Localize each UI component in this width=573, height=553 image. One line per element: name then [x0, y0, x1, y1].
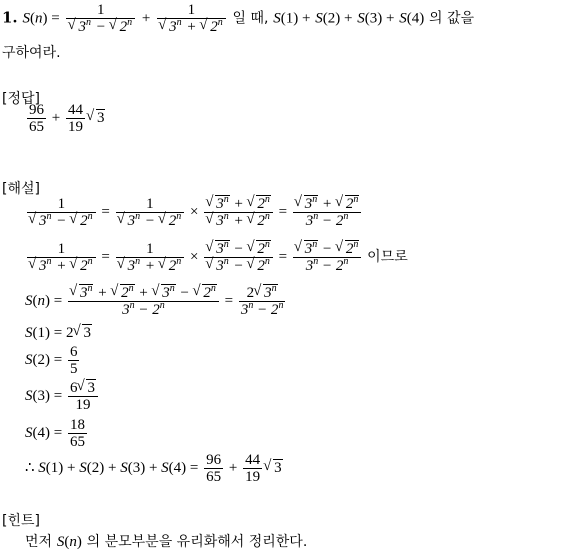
solution-conclusion: ∴ S(1) + S(2) + S(3) + S(4) = $\frac{96}{65}$ + $\frac{44}{19}$ √ 3 [25, 452, 283, 485]
solution-s1: S(1) = 2√ 3 [25, 325, 92, 342]
solution-header: [해설] [2, 181, 40, 197]
solution-line-3: S(n) = √ $\frac{3^n + √ 2^n + √ 3^n - √ 2^n}{3^n - 2^n}$ = $\frac{2√ 3^n}{3^n - 2^n}$ [25, 285, 287, 318]
hint-text: 먼저 S(n) 의 분모부분을 유리화해서 정리한다. [25, 534, 308, 550]
solution-s3: S(3) = $\frac{6√ 3}{19}$ [25, 380, 100, 413]
hint-text-b: 의 분모부분을 유리화해서 정리한다. [86, 534, 308, 550]
problem-number: 1. [2, 8, 18, 27]
hint-header: [힌트] [2, 513, 40, 529]
problem-text-line2: 구하여라. [2, 45, 61, 61]
answer-value: $\frac{96}{65}$ + $\frac{44}{19}$ √ 3 [25, 102, 105, 135]
problem-statement: 1. S(n) = 1 √ $3^n$ − √ 2$^n$ + 1 √ $3^n$ + √ 2$^n$ 일 때, S(1) + S(2) + S(3) + S(4) 의 값을 [2, 2, 474, 35]
answer-header: [정답] [2, 91, 40, 107]
solution-suffix: 이므로 [367, 248, 408, 265]
fraction: 1 √ $3^n$ + √ 2$^n$ [157, 2, 226, 35]
problem-text-end: 의 값을 [428, 10, 475, 27]
solution-s4: S(4) = $\frac{18}{65}$ [25, 417, 85, 450]
solution-line-1: 1 √ $3^n$ − √ 2$^n$ = 1 √ $3^n$ − √ 2$^n$ × √ $3^n$ + √ 2$^n$ √ $3^n$ + √ 2$^n$ = √ $\frac{3^n + √ 2^n}{3^n - 2^n}$ [25, 196, 363, 229]
solution-s2: S(2) = $\frac{6}{5}$ [25, 344, 78, 377]
problem-text-mid: 일 때, [232, 10, 269, 27]
fraction: 1 √ $3^n$ − √ 2$^n$ [66, 2, 135, 35]
hint-text-a: 먼저 [25, 534, 53, 550]
solution-line-2: 1 √ $3^n$ + √ 2$^n$ = 1 √ $3^n$ + √ 2$^n$ × √ $3^n$ − √ 2$^n$ √ $3^n$ − √ 2$^n$ = √ $\frac{3^n - √ 2^n}{3^n - 2^n}$ 이므로 [25, 241, 408, 274]
therefore-symbol: ∴ [25, 459, 35, 476]
